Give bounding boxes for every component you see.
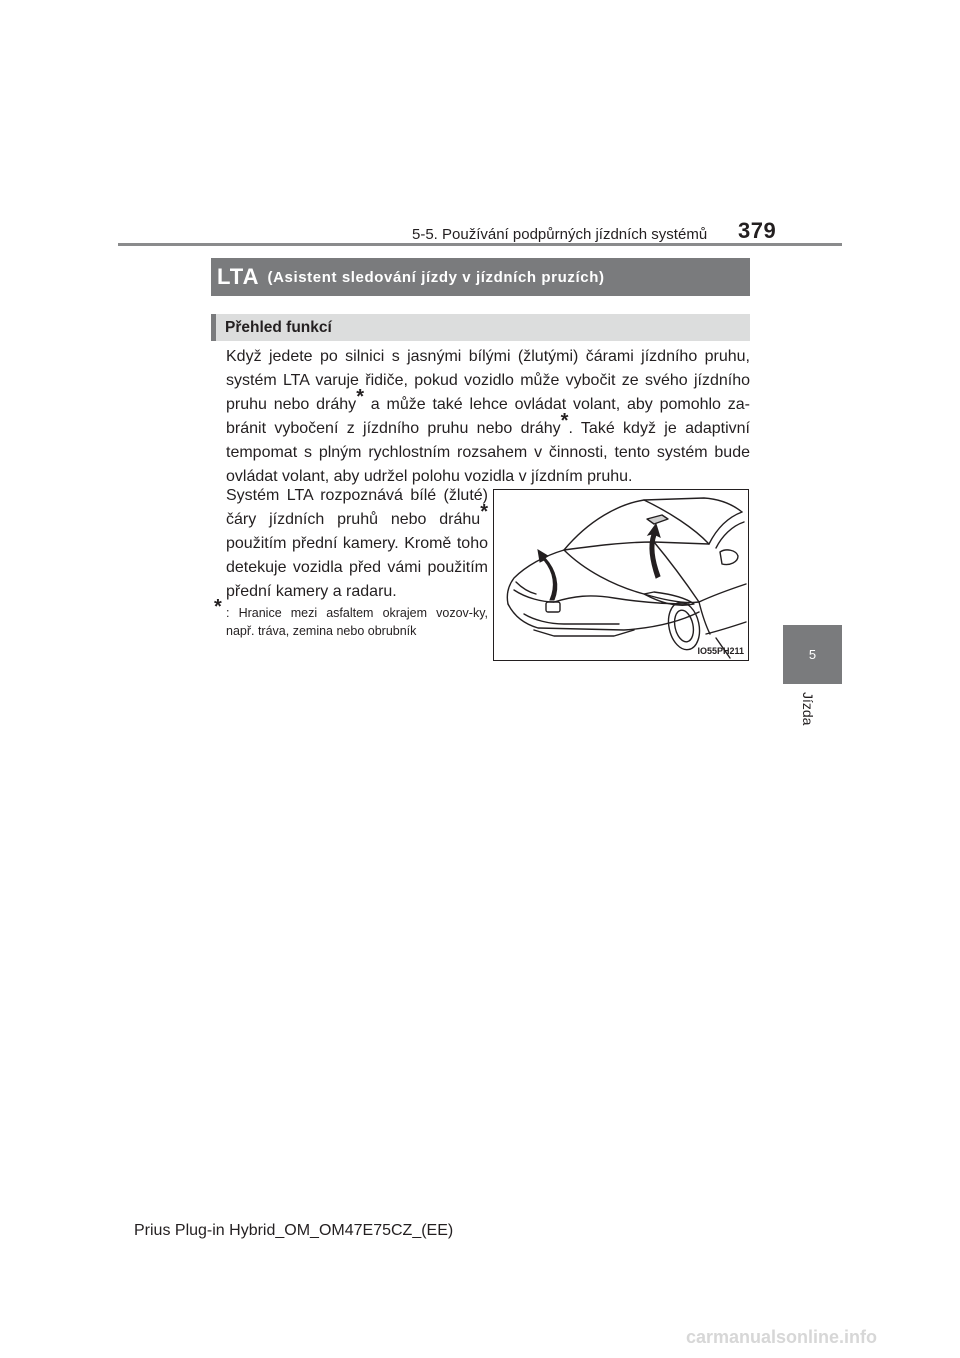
car-illustration [493, 489, 749, 661]
footnote-mark: * [214, 596, 222, 618]
header-divider [118, 243, 842, 246]
subheading-label: Přehled funkcí [225, 318, 332, 336]
paragraph-overview-part3: . Také když je adaptivní tempomat s plným rychlostním rozsahem v činnosti, tento systém bude ovládat volant, aby udržel polohu vozidla v jízdním pruhu. [226, 420, 751, 485]
paragraph-detection-part1: Systém LTA rozpoznává bílé (žluté) čáry jízdních pruhů nebo dráhu [226, 487, 488, 528]
paragraph-detection-part2: použitím přední kamery. Kromě toho detekuje vozidla před vámi použitím přední kamery a radaru. [226, 535, 488, 600]
paragraph-detection [226, 484, 488, 604]
footnote-marker: * [560, 410, 569, 432]
chapter-number: 5 [808, 647, 817, 662]
car-drawing [494, 490, 748, 660]
footnote-marker: * [480, 501, 488, 523]
section-title-sub: (Asistent sledování jízdy v jízdních pruzích) [267, 268, 605, 286]
paragraph-overview-part1: Když jedete po silnici s jasnými bílými (žlutými) čárami jízdního pruhu, systém LTA varuje řidiče, pokud vozidlo může vybočit ze svého jízdního pruhu nebo dráhy [226, 348, 750, 413]
subheading [211, 314, 750, 341]
footer-document-id: Prius Plug-in Hybrid_OM_OM47E75CZ_(EE) [134, 1222, 454, 1239]
paragraph-overview-part2: a může také lehce ovládat volant, aby pomohlo za-bránit vybočení z jízdního pruhu nebo dráhy [226, 396, 751, 437]
chapter-label: Jízda [800, 692, 816, 726]
footnote-text: : Hranice mezi asfaltem okrajem vozov-ky, např. tráva, zemina nebo obrubník [226, 606, 488, 638]
figure-code: IO55PH211 [697, 646, 744, 656]
chapter-tab[interactable] [783, 625, 842, 684]
section-title-main: LTA [217, 264, 260, 289]
header-section-title: 5-5. Používání podpůrných jízdních systémů [412, 226, 708, 243]
footnote-marker: * [356, 386, 364, 408]
paragraph-overview [226, 345, 750, 489]
page-number: 379 [738, 218, 777, 243]
section-title-bar [211, 258, 750, 296]
watermark: carmanualsonline.info [686, 1327, 878, 1347]
